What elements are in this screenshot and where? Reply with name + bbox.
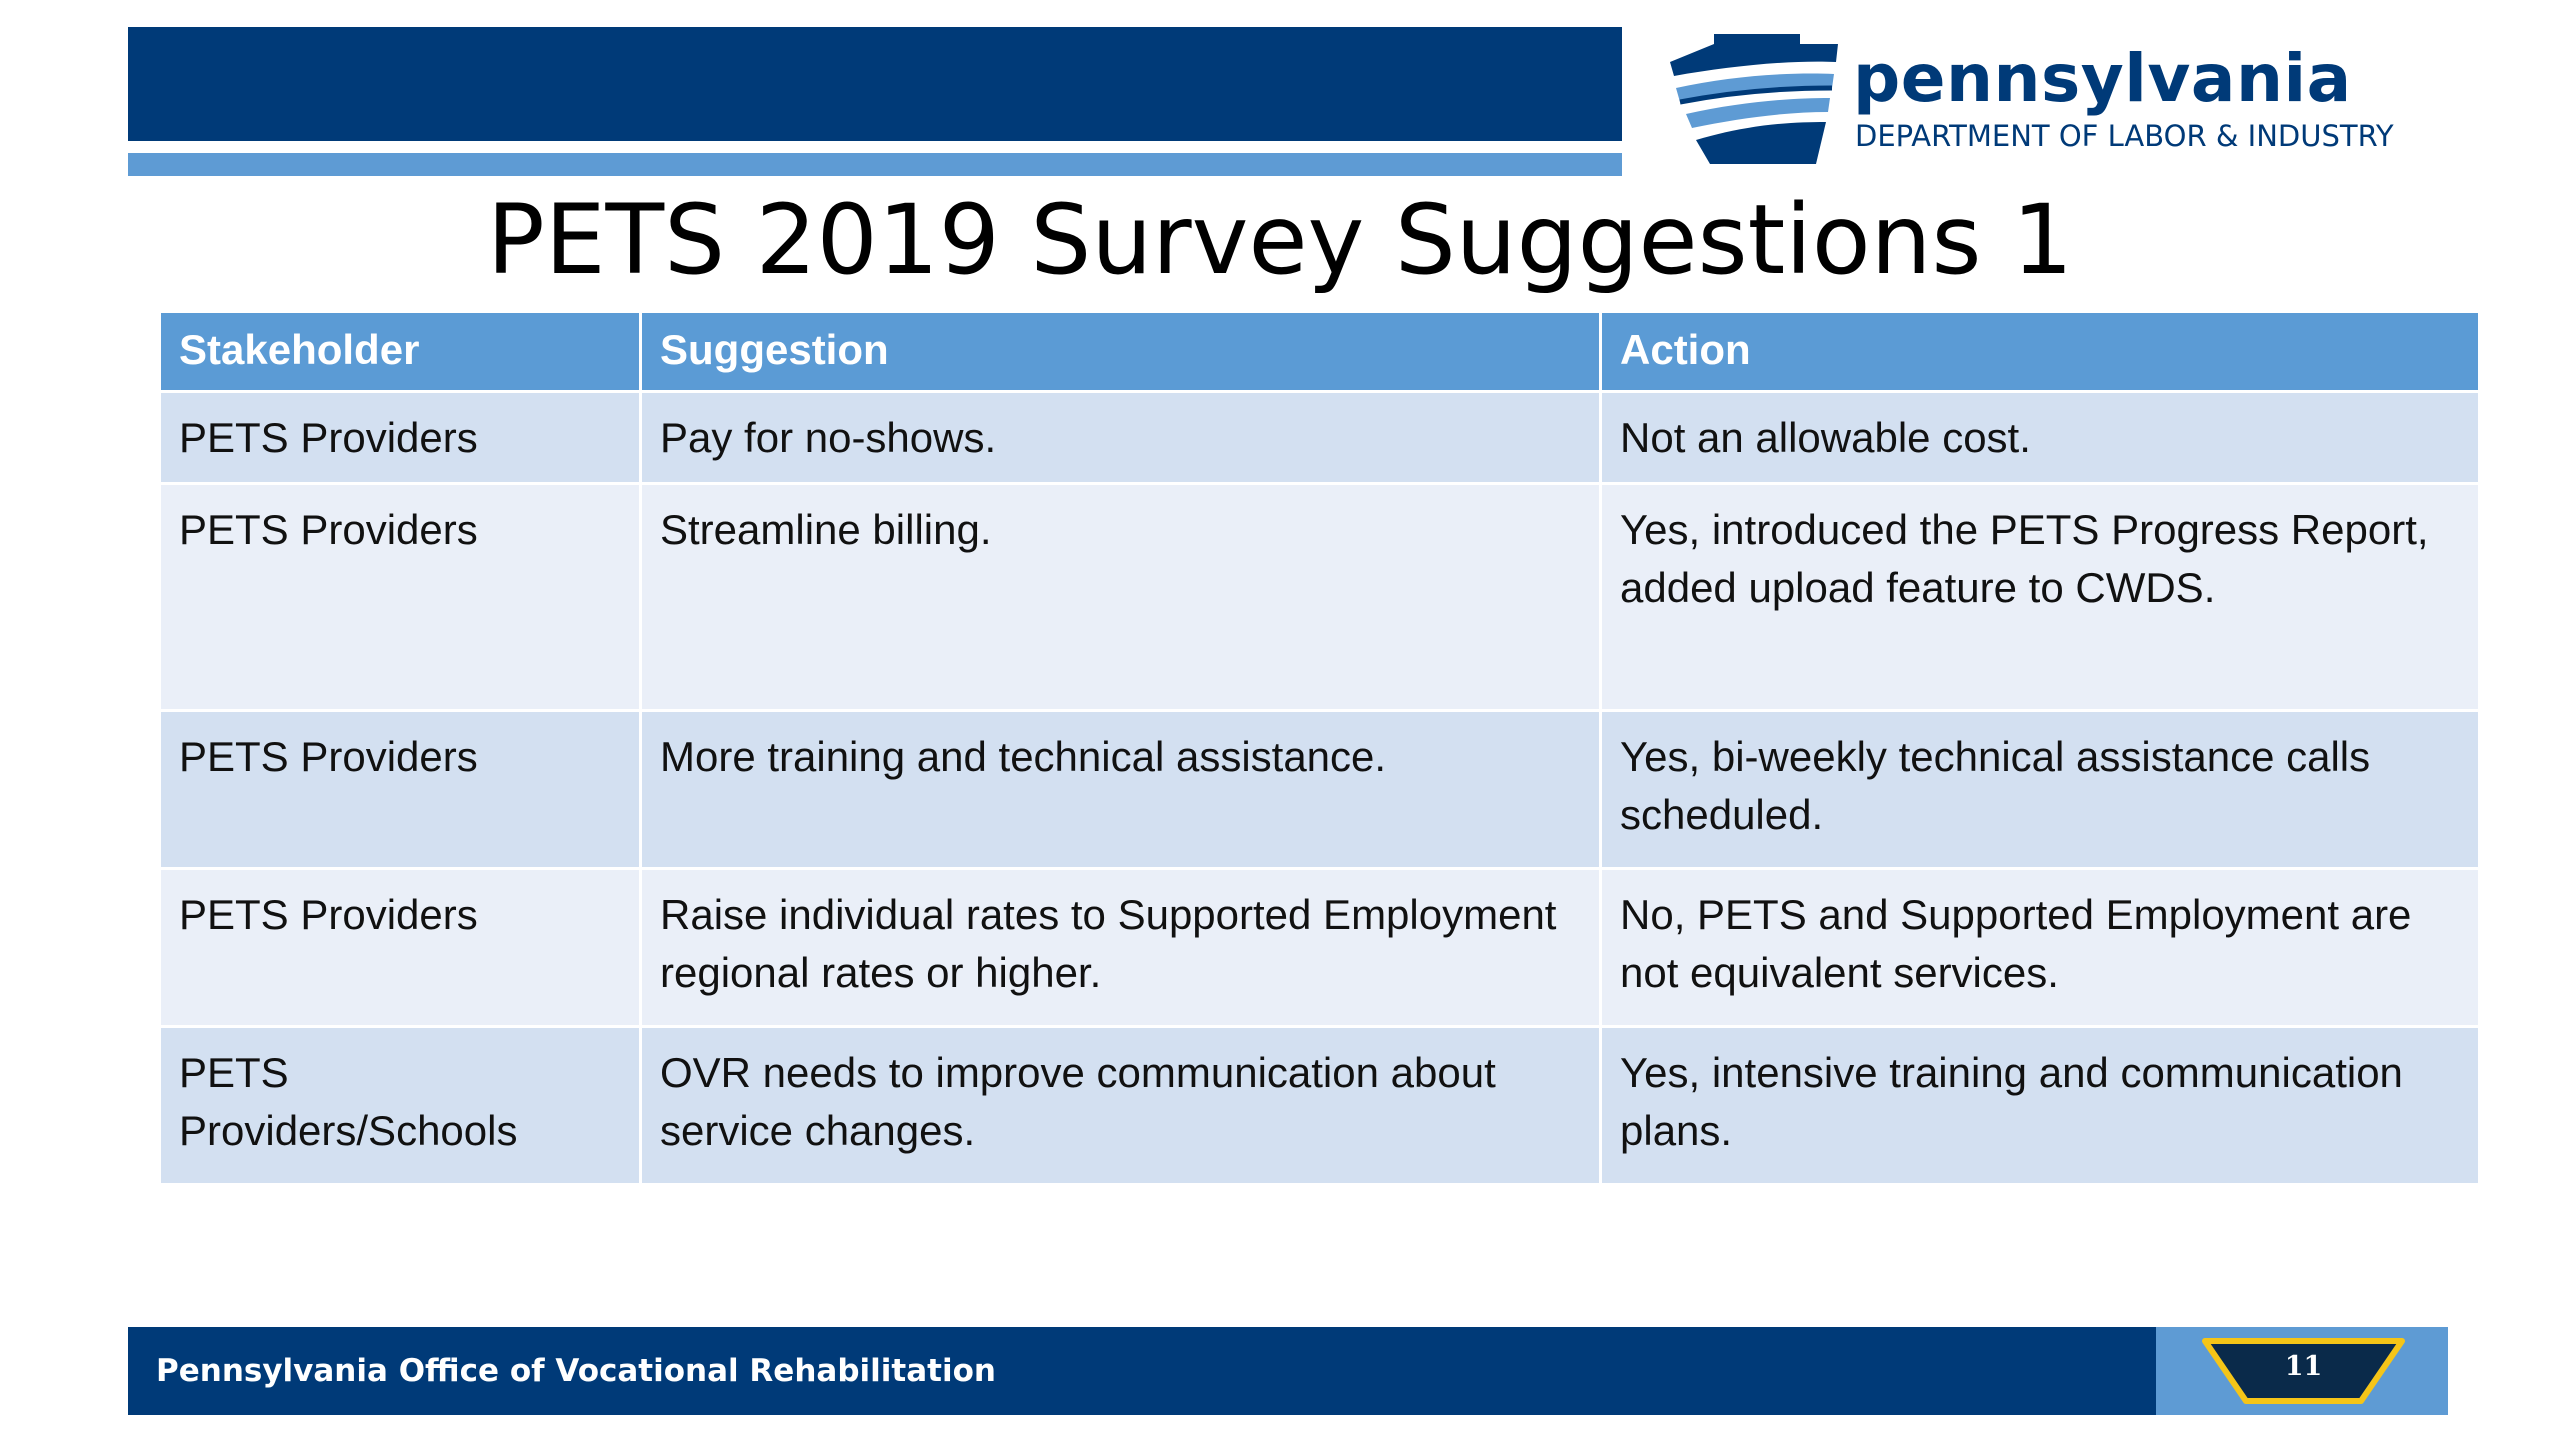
logo-department: DEPARTMENT OF LABOR & INDUSTRY: [1855, 119, 2394, 153]
table-row: [160, 1027, 2480, 1185]
action-cell: No, PETS and Supported Employment are not equivalent services.: [1601, 869, 2480, 1027]
stakeholder-cell: PETS Providers: [160, 392, 641, 484]
table-row: [160, 869, 2480, 1027]
stakeholder-cell: PETS Providers: [160, 869, 641, 1027]
footer-org-name: Pennsylvania Office of Vocational Rehabilitation: [156, 1353, 996, 1389]
suggestion-cell: Streamline billing.: [641, 484, 1601, 711]
suggestion-cell: Pay for no-shows.: [641, 392, 1601, 484]
action-cell: Not an allowable cost.: [1601, 392, 2480, 484]
action-cell: Yes, intensive training and communication plans.: [1601, 1027, 2480, 1185]
page-number-panel: [2156, 1327, 2448, 1415]
slide-title: PETS 2019 Survey Suggestions 1: [486, 184, 2074, 296]
suggestion-cell: More training and technical assistance.: [641, 711, 1601, 869]
pa-labor-logo: [1670, 32, 2500, 172]
stakeholder-cell: PETS Providers: [160, 484, 641, 711]
table-header-row: [160, 312, 2480, 392]
stakeholder-cell: PETS Providers: [160, 711, 641, 869]
column-header-action: Action: [1601, 312, 2480, 392]
suggestion-cell: OVR needs to improve communication about service changes.: [641, 1027, 1601, 1185]
table-row: [160, 711, 2480, 869]
suggestion-cell: Raise individual rates to Supported Employment regional rates or higher.: [641, 869, 1601, 1027]
action-cell: Yes, introduced the PETS Progress Report, added upload feature to CWDS.: [1601, 484, 2480, 711]
column-header-stakeholder: Stakeholder: [160, 312, 641, 392]
table-row: [160, 484, 2480, 711]
header-stripe: [128, 153, 1622, 176]
stakeholder-cell: PETS Providers/Schools: [160, 1027, 641, 1185]
header-bar: [128, 27, 1622, 141]
table-row: [160, 392, 2480, 484]
footer-bar: [128, 1327, 2448, 1415]
keystone-logo-icon: [1670, 32, 1838, 167]
column-header-suggestion: Suggestion: [641, 312, 1601, 392]
logo-wordmark: pennsylvania: [1853, 40, 2352, 117]
page-number: 11: [2284, 1351, 2323, 1382]
action-cell: Yes, bi-weekly technical assistance calls scheduled.: [1601, 711, 2480, 869]
suggestions-table: [158, 310, 2481, 1186]
